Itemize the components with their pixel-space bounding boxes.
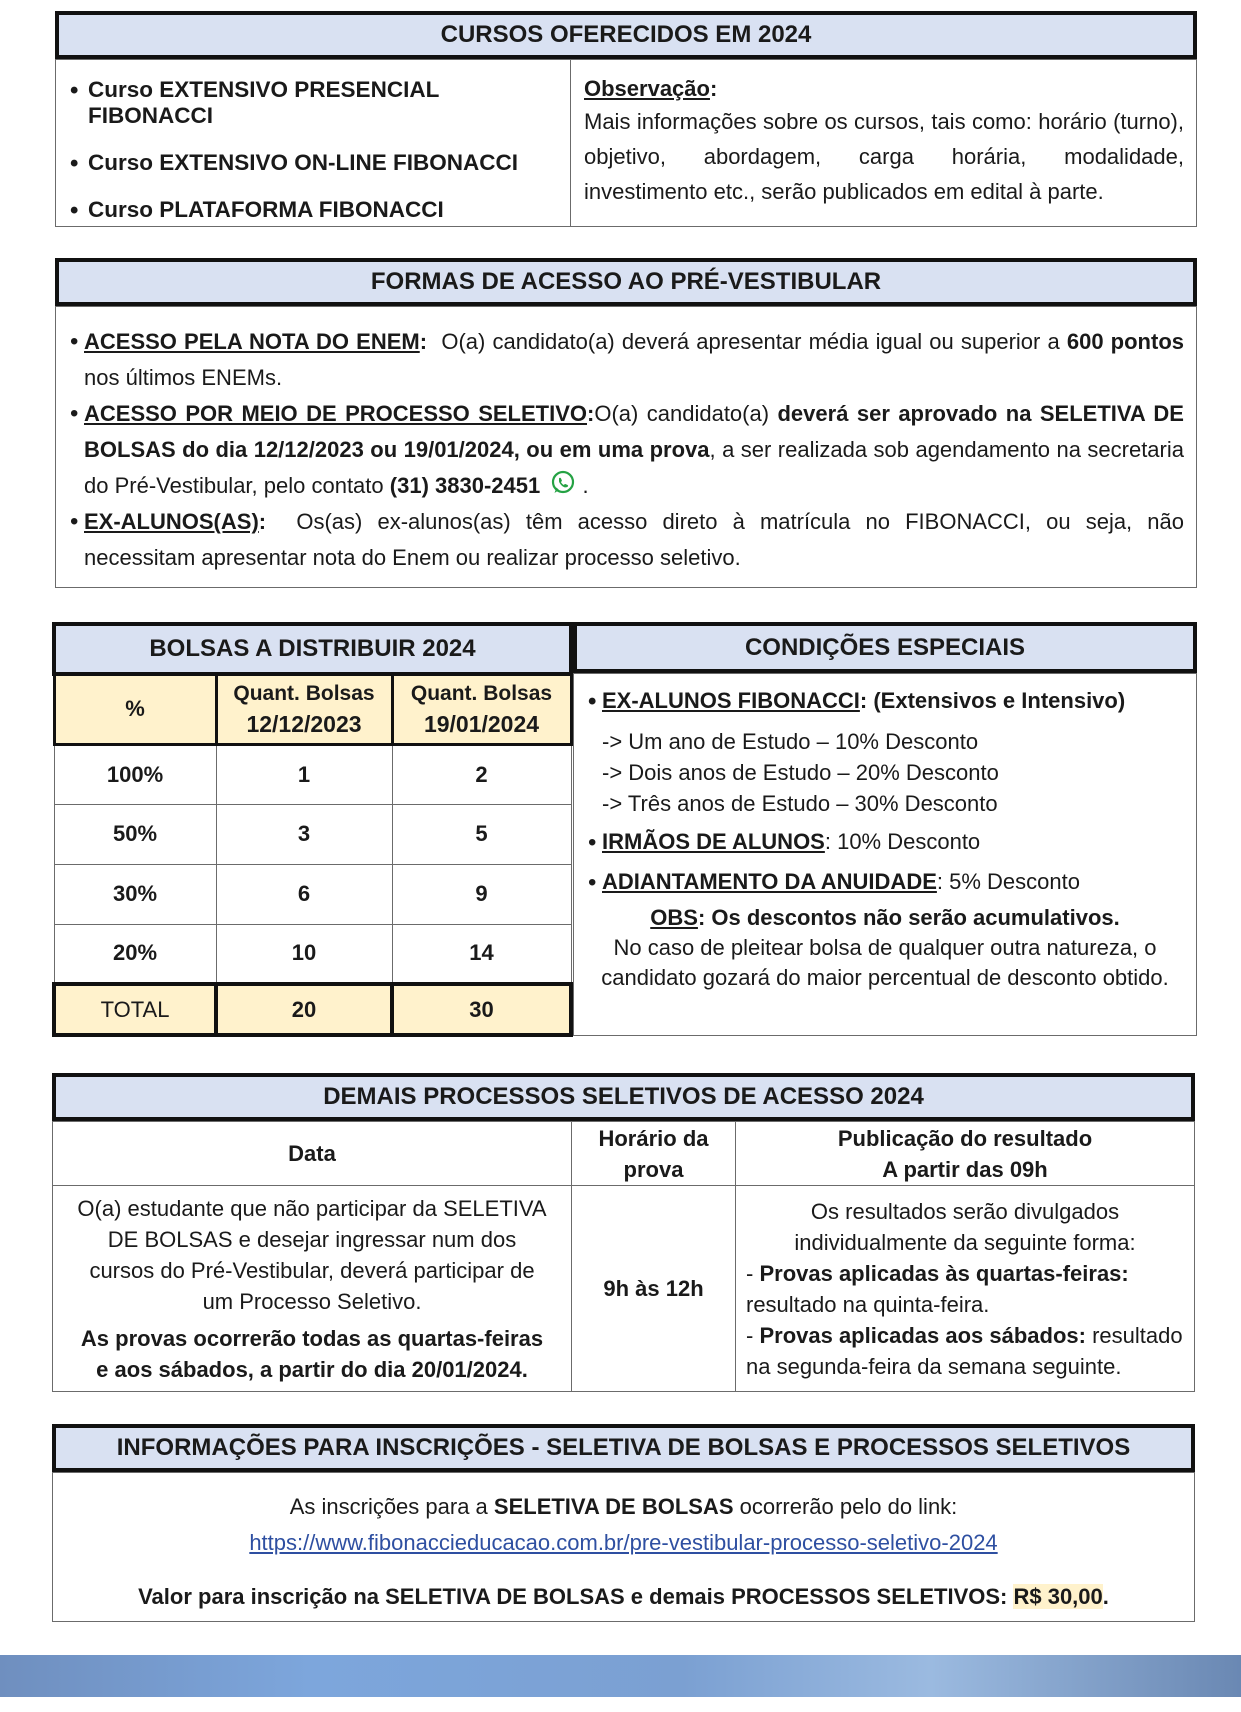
cond-ex-alunos: [588, 688, 1186, 714]
processo-bold: deverá ser aprovado na SELETIVA DE BOLSAS do dia 12/12/2023 ou 19/01/2024, ou em uma prova: [84, 401, 1184, 462]
horario-cell: 9h às 12h: [572, 1186, 736, 1392]
desconto-item: -> Um ano de Estudo – 10% Desconto: [602, 729, 979, 754]
cond-ex-label: EX-ALUNOS FIBONACCI: [602, 688, 860, 713]
obs-label: OBS: [650, 905, 698, 930]
formas-title: FORMAS DE ACESSO AO PRÉ-VESTIBULAR: [370, 268, 882, 295]
observacao-label: Observação: [584, 76, 710, 101]
col-pub-a: Publicação do resultado: [837, 1125, 1093, 1151]
data-bold: As provas ocorrerão todas as quartas-feiras e aos sábados, a partir do dia 20/01/2024.: [80, 1325, 544, 1382]
irmaos-label: IRMÃOS DE ALUNOS: [602, 829, 825, 854]
cursos-body: [55, 59, 1197, 227]
cursos-title: CURSOS OFERECIDOS EM 2024: [440, 21, 812, 48]
enem-bold: 600 pontos: [1066, 329, 1184, 354]
cell: 20%: [54, 924, 216, 984]
curso-item: • Curso EXTENSIVO ON-LINE FIBONACCI: [70, 150, 558, 176]
footer-band: [0, 1655, 1241, 1697]
cell: 9: [392, 864, 571, 924]
cell: 2: [392, 744, 571, 804]
pub-sab-bold: Provas aplicadas aos sábados:: [759, 1322, 1086, 1348]
line-bold: SELETIVA DE BOLSAS: [493, 1494, 734, 1519]
contact-phone: (31) 3830-2451: [389, 473, 541, 498]
pub-sabados: [746, 1320, 1184, 1382]
obs-note: No caso de pleitear bolsa de qualquer outra natureza, o candidato gozará do maior percentual de desconto obtido.: [601, 935, 1169, 990]
pub-sab-text: resultado na segunda-feira da semana seguinte.: [746, 1322, 1183, 1379]
acesso-ex-alunos: • EX-ALUNOS(AS): Os(as) ex-alunos(as) têm acesso direto à matrícula no FIBONACCI, ou seja, não necessitam apresentar nota do Enem ou realizar processo seletivo.: [70, 504, 1184, 576]
valor-inscricao: [53, 1579, 1194, 1615]
processos-table: [52, 1121, 1195, 1392]
bolsas-title: BOLSAS A DISTRIBUIR 2024: [54, 624, 571, 674]
cell: 5: [392, 804, 571, 864]
data-cell: [53, 1186, 572, 1392]
cond-irmaos: [588, 829, 1186, 855]
inscricao-link[interactable]: https://www.fibonaccieducacao.com.br/pre-vestibular-processo-seletivo-2024: [249, 1530, 998, 1555]
col-label: Quant. Bolsas: [410, 682, 553, 706]
curso-item: • Curso PLATAFORMA FIBONACCI: [70, 197, 558, 223]
condicoes-title: CONDIÇÕES ESPECIAIS: [744, 633, 1026, 661]
col-publicacao: [736, 1122, 1195, 1186]
enem-label: ACESSO PELA NOTA DO ENEM: [84, 329, 420, 354]
processo-end: .: [576, 473, 589, 498]
inscricoes-line: [53, 1489, 1194, 1525]
col-percent: %: [54, 674, 216, 744]
col-bolsas-dez: [216, 674, 392, 744]
enem-text-end: nos últimos ENEMs.: [84, 365, 283, 390]
whatsapp-icon[interactable]: [550, 470, 576, 496]
cursos-observacao: Observação: Mais informações sobre os cursos, tais como: horário (turno), objetivo, abordagem, carga horária, modalidade, investimento etc., serão publicados em edital à parte.: [572, 60, 1196, 226]
formas-body: [55, 306, 1197, 588]
pub-quartas: [746, 1258, 1184, 1320]
cell: 30%: [54, 864, 216, 924]
cell: 100%: [54, 744, 216, 804]
col-horario-b: prova: [623, 1156, 684, 1182]
cursos-header: [55, 11, 1197, 59]
cell: 14: [392, 924, 571, 984]
acesso-processo: • ACESSO POR MEIO DE PROCESSO SELETIVO:O(a) candidato(a) deverá ser aprovado na SELETIVA DE BOLSAS do dia 12/12/2023 ou 19/01/2024, ou em uma prova, a ser realizada sob agendamento na secretaria do Pré-Vestibular, pelo contato (31) 3830-2451 .: [70, 396, 1184, 504]
table-row: [53, 1186, 1195, 1392]
inscricoes-header: [52, 1424, 1195, 1472]
cond-ex-suffix: : (Extensivos e Intensivo): [859, 688, 1126, 713]
pub-intro: Os resultados serão divulgados individualmente da seguinte forma:: [794, 1198, 1136, 1255]
line-b: ocorrerão pelo do link:: [733, 1494, 958, 1519]
cond-obs: [584, 903, 1186, 993]
irmaos-text: : 10% Desconto: [824, 829, 981, 854]
processos-header: [52, 1073, 1195, 1121]
enem-text: O(a) candidato(a) deverá apresentar média igual ou superior a: [441, 329, 1067, 354]
table-row: [54, 804, 571, 864]
col-pub-b: A partir das 09h: [882, 1156, 1048, 1182]
adiant-text: : 5% Desconto: [936, 869, 1080, 894]
col-date: 12/12/2023: [246, 711, 362, 738]
data-text: O(a) estudante que não participar da SELETIVA DE BOLSAS e desejar ingressar num dos cursos do Pré-Vestibular, deverá participar de um Processo Seletivo.: [77, 1195, 547, 1314]
cell: 1: [216, 744, 392, 804]
inscricoes-title: INFORMAÇÕES PARA INSCRIÇÕES - SELETIVA DE BOLSAS E PROCESSOS SELETIVOS: [116, 1434, 1131, 1461]
total-row: [54, 984, 571, 1035]
col-date: 19/01/2024: [423, 711, 540, 738]
desconto-item: -> Três anos de Estudo – 30% Desconto: [602, 791, 998, 816]
valor-end: .: [1102, 1584, 1109, 1609]
table-row: [54, 864, 571, 924]
table-row: [54, 924, 571, 984]
ex-alunos-text: Os(as) ex-alunos(as) têm acesso direto à matrícula no FIBONACCI, ou seja, não necessitam apresentar nota do Enem ou realizar processo seletivo.: [84, 509, 1184, 570]
processo-text: O(a) candidato(a): [594, 401, 778, 426]
obs-text: : Os descontos não serão acumulativos.: [697, 905, 1120, 930]
processo-label: ACESSO POR MEIO DE PROCESSO SELETIVO: [84, 401, 587, 426]
condicoes-header: [573, 622, 1197, 673]
total-label: TOTAL: [54, 984, 216, 1035]
dash: -: [746, 1322, 760, 1348]
total-cell: 20: [216, 984, 392, 1035]
publicacao-cell: [736, 1186, 1195, 1392]
col-horario-a: Horário da: [598, 1125, 709, 1151]
processo-text-b: , a ser realizada sob agendamento na secretaria do Pré-Vestibular, pelo contato: [84, 437, 1184, 498]
col-bolsas-jan: [392, 674, 571, 744]
cell: 50%: [54, 804, 216, 864]
cell: 10: [216, 924, 392, 984]
col-horario: [572, 1122, 736, 1186]
desconto-item: -> Dois anos de Estudo – 20% Desconto: [602, 760, 999, 785]
cell: 3: [216, 804, 392, 864]
acesso-enem: • ACESSO PELA NOTA DO ENEM: O(a) candidato(a) deverá apresentar média igual ou superior a 600 pontos nos últimos ENEMs.: [70, 324, 1184, 396]
total-cell: 30: [392, 984, 571, 1035]
valor-amount: R$ 30,00: [1013, 1584, 1103, 1609]
adiant-label: ADIANTAMENTO DA ANUIDADE: [602, 869, 937, 894]
curso-item: • Curso EXTENSIVO PRESENCIAL FIBONACCI: [70, 77, 558, 129]
formas-header: [55, 258, 1197, 306]
condicoes-body: [573, 673, 1197, 1036]
table-header-row: [53, 1122, 1195, 1186]
observacao-text: Mais informações sobre os cursos, tais como: horário (turno), objetivo, abordagem, carga horária, modalidade, investimento etc., serão publicados em edital à parte.: [584, 109, 1184, 204]
line-a: As inscrições para a: [289, 1494, 494, 1519]
cond-adiantamento: [588, 869, 1186, 895]
table-row: [54, 744, 571, 804]
cell: 6: [216, 864, 392, 924]
col-label: Quant. Bolsas: [233, 682, 375, 706]
pub-qua-text: resultado na quinta-feira.: [746, 1291, 990, 1317]
dash: -: [746, 1260, 760, 1286]
bolsas-table: [52, 622, 573, 1037]
col-data: Data: [53, 1122, 572, 1186]
inscricoes-body: [52, 1472, 1195, 1622]
processos-title: DEMAIS PROCESSOS SELETIVOS DE ACESSO 2024: [323, 1083, 924, 1110]
pub-qua-bold: Provas aplicadas às quartas-feiras:: [759, 1260, 1129, 1286]
valor-text: Valor para inscrição na SELETIVA DE BOLSAS e demais PROCESSOS SELETIVOS:: [138, 1584, 1014, 1609]
ex-alunos-label: EX-ALUNOS(AS): [84, 509, 259, 534]
cursos-list: [56, 60, 571, 226]
